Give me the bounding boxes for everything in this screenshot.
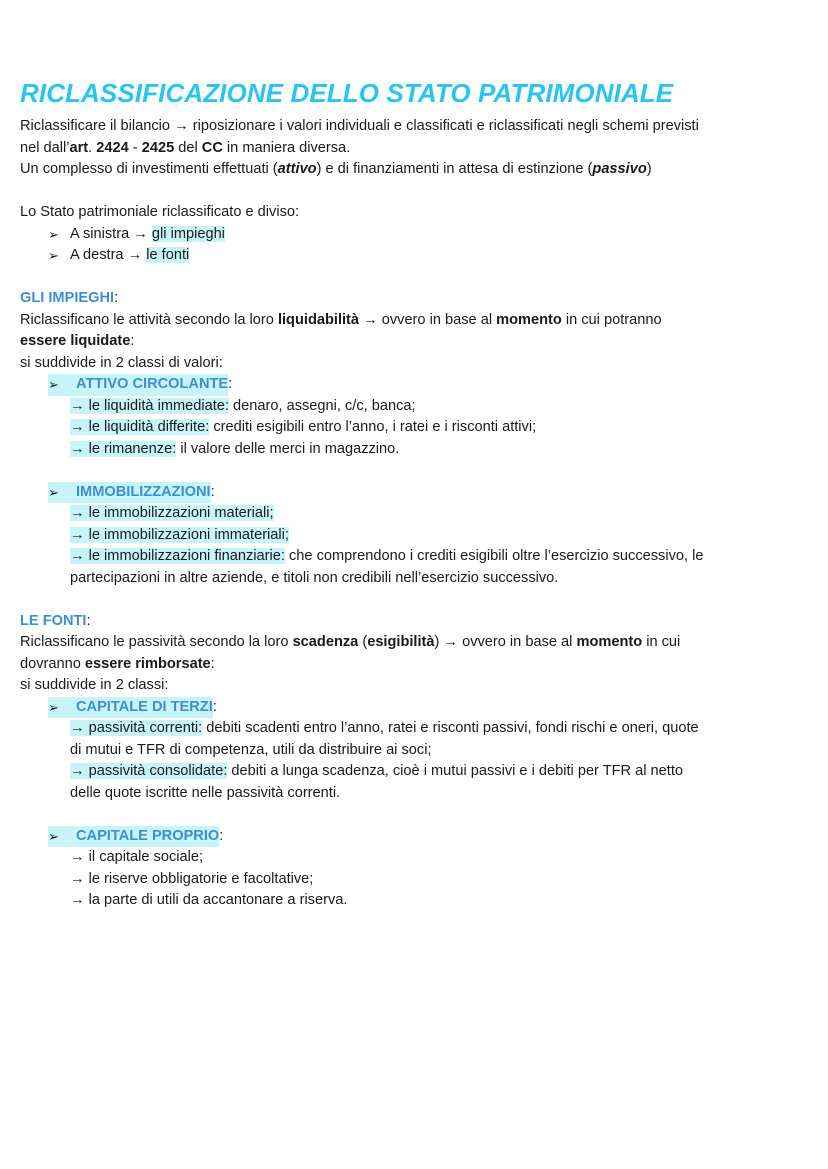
intro-line-1: Riclassificare il bilancio → riposizionare i valori individuali e classificati e riclassificati negli schemi previsti (20, 118, 699, 134)
list-item: → la parte di utili da accantonare a riserva. (70, 892, 348, 908)
bullet-arrow-icon: ➢ (48, 248, 59, 263)
class-attivo-circolante: ➢ ATTIVO CIRCOLANTE : (20, 374, 810, 396)
fonti-desc-2: dovranno essere rimborsate: (20, 655, 215, 672)
list-item: → il capitale sociale; (70, 849, 204, 865)
impieghi-desc-3: si suddivide in 2 classi di valori: (20, 354, 223, 371)
document-page (20, 76, 810, 912)
division-right-item: ➢ A destra → le fonti (20, 245, 810, 267)
bullet-arrow-icon: ➢ (48, 697, 76, 719)
list-item-continuation: delle quote iscritte nelle passività correnti. (70, 784, 341, 801)
impieghi-desc-1: Riclassificano le attività secondo la loro liquidabilità → ovvero in base al momento in cui potranno (20, 311, 662, 328)
list-item: → le rimanenze: il valore delle merci in magazzino. (70, 440, 400, 457)
impieghi-heading: GLI IMPIEGHI: (20, 290, 119, 306)
list-item: → le immobilizzazioni materiali; (70, 505, 274, 521)
intro-line-2: nel dall’art. 2424 - 2425 del CC in maniera diversa. (20, 139, 351, 156)
fonti-desc-1: Riclassificano le passività secondo la loro scadenza (esigibilità) → ovvero in base al momento in cui (20, 634, 681, 650)
class-capitale-di-terzi: ➢ CAPITALE DI TERZI : (20, 697, 810, 719)
page-title: RICLASSIFICAZIONE DELLO STATO PATRIMONIALE (20, 78, 674, 108)
impieghi-desc-2: essere liquidate: (20, 333, 135, 349)
list-item: → le riserve obbligatorie e facoltative; (70, 870, 314, 887)
list-item-continuation: partecipazioni in altre aziende, e titoli non credibili nell’esercizio successivo. (70, 569, 559, 586)
class-capitale-proprio: ➢ CAPITALE PROPRIO : (20, 826, 810, 848)
list-item-continuation: di mutui e TFR di competenza, utili da distribuire ai soci; (70, 741, 432, 758)
list-item: → le liquidità differite: crediti esigibili entro l’anno, i ratei e i risconti attivi; (70, 419, 537, 435)
bullet-arrow-icon: ➢ (48, 826, 76, 848)
list-item: → passività consolidate: debiti a lunga scadenza, cioè i mutui passivi e i debiti per TFR al netto (70, 763, 684, 779)
bullet-arrow-icon: ➢ (48, 482, 76, 504)
fonti-desc-3: si suddivide in 2 classi: (20, 677, 169, 693)
intro-line-3: Un complesso di investimenti effettuati (attivo) e di finanziamenti in attesa di estinzione (passivo) (20, 161, 652, 177)
bullet-arrow-icon: ➢ (48, 374, 76, 396)
fonti-heading: LE FONTI: (20, 612, 91, 629)
division-left-item: ➢ A sinistra → gli impieghi (20, 224, 810, 246)
division-lead: Lo Stato patrimoniale riclassificato e diviso: (20, 204, 300, 220)
list-item: → passività correnti: debiti scadenti entro l’anno, ratei e risconti passivi, fondi rischi e oneri, quote (70, 720, 699, 736)
list-item: → le immobilizzazioni finanziarie: che comprendono i crediti esigibili oltre l’esercizio successivo, le (70, 548, 704, 564)
list-item: → le immobilizzazioni immateriali; (70, 526, 289, 543)
list-item: → le liquidità immediate: denaro, assegni, c/c, banca; (70, 397, 416, 414)
bullet-arrow-icon: ➢ (48, 226, 59, 242)
class-immobilizzazioni: ➢ IMMOBILIZZAZIONI : (20, 482, 810, 504)
